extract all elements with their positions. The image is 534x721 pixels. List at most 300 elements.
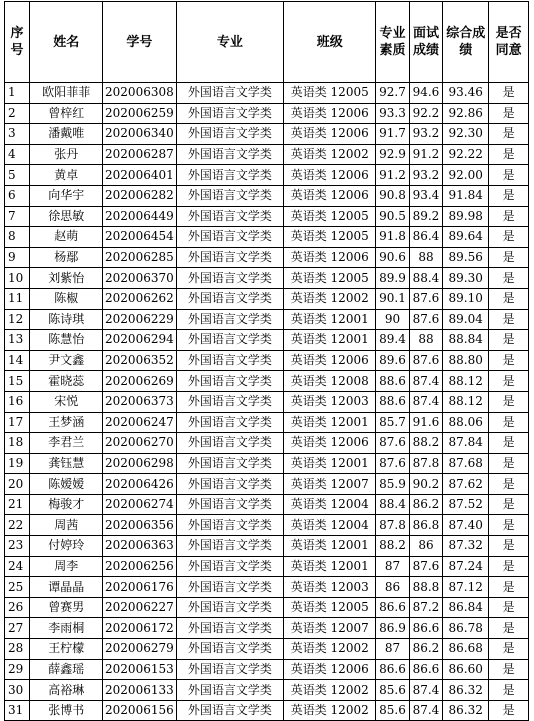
cell-major: 外国语言文学类 <box>176 165 284 186</box>
cell-class: 英语类 12002 <box>284 639 376 660</box>
cell-class: 英语类 12007 <box>284 474 376 495</box>
cell-index: 12 <box>5 309 30 330</box>
cell-quality: 85.7 <box>376 412 409 433</box>
cell-class: 英语类 12005 <box>284 597 376 618</box>
cell-major: 外国语言文学类 <box>176 639 284 660</box>
header-class: 班级 <box>284 2 376 83</box>
cell-interview: 87.6 <box>409 288 442 309</box>
cell-student-id: 202006279 <box>103 639 176 660</box>
cell-agree: 是 <box>489 330 529 351</box>
cell-composite: 89.30 <box>443 268 489 289</box>
cell-name: 刘紫怡 <box>30 268 103 289</box>
cell-name: 宋悦 <box>30 391 103 412</box>
cell-class: 英语类 12004 <box>284 494 376 515</box>
cell-class: 英语类 12001 <box>284 536 376 557</box>
cell-class: 英语类 12006 <box>284 124 376 145</box>
results-table <box>4 1 529 721</box>
cell-index: 26 <box>5 597 30 618</box>
cell-composite: 89.56 <box>443 247 489 268</box>
cell-index: 17 <box>5 412 30 433</box>
cell-quality: 93.3 <box>376 103 409 124</box>
cell-name: 周李 <box>30 556 103 577</box>
header-interview: 面试成绩 <box>409 2 442 83</box>
cell-agree: 是 <box>489 227 529 248</box>
cell-student-id: 202006229 <box>103 309 176 330</box>
header-name: 姓名 <box>30 2 103 83</box>
table-row <box>5 330 529 351</box>
cell-name: 潘戴唯 <box>30 124 103 145</box>
header-major: 专业 <box>176 2 284 83</box>
cell-major: 外国语言文学类 <box>176 144 284 165</box>
cell-major: 外国语言文学类 <box>176 309 284 330</box>
cell-class: 英语类 12004 <box>284 515 376 536</box>
cell-quality: 87.6 <box>376 453 409 474</box>
cell-composite: 91.84 <box>443 185 489 206</box>
cell-major: 外国语言文学类 <box>176 268 284 289</box>
cell-agree: 是 <box>489 165 529 186</box>
cell-index: 13 <box>5 330 30 351</box>
cell-composite: 86.78 <box>443 618 489 639</box>
table-row <box>5 165 529 186</box>
cell-major: 外国语言文学类 <box>176 474 284 495</box>
cell-name: 谭晶晶 <box>30 577 103 598</box>
cell-index: 14 <box>5 350 30 371</box>
table-row <box>5 515 529 536</box>
cell-composite: 86.32 <box>443 680 489 701</box>
cell-agree: 是 <box>489 350 529 371</box>
cell-class: 英语类 12002 <box>284 680 376 701</box>
table-row <box>5 474 529 495</box>
cell-index: 3 <box>5 124 30 145</box>
cell-agree: 是 <box>489 515 529 536</box>
cell-major: 外国语言文学类 <box>176 247 284 268</box>
cell-agree: 是 <box>489 371 529 392</box>
cell-composite: 88.80 <box>443 350 489 371</box>
cell-index: 22 <box>5 515 30 536</box>
header-index: 序号 <box>5 2 30 83</box>
table-row <box>5 577 529 598</box>
table-row <box>5 618 529 639</box>
cell-major: 外国语言文学类 <box>176 124 284 145</box>
cell-class: 英语类 12006 <box>284 433 376 454</box>
cell-agree: 是 <box>489 144 529 165</box>
cell-index: 19 <box>5 453 30 474</box>
cell-major: 外国语言文学类 <box>176 350 284 371</box>
cell-class: 英语类 12001 <box>284 412 376 433</box>
table-row <box>5 227 529 248</box>
cell-name: 薛鑫瑶 <box>30 659 103 680</box>
cell-index: 9 <box>5 247 30 268</box>
cell-composite: 88.12 <box>443 391 489 412</box>
cell-composite: 86.84 <box>443 597 489 618</box>
cell-agree: 是 <box>489 597 529 618</box>
table-row <box>5 144 529 165</box>
cell-agree: 是 <box>489 309 529 330</box>
cell-interview: 87.6 <box>409 309 442 330</box>
cell-agree: 是 <box>489 185 529 206</box>
cell-interview: 86.2 <box>409 639 442 660</box>
cell-interview: 89.2 <box>409 206 442 227</box>
cell-index: 23 <box>5 536 30 557</box>
table-row <box>5 371 529 392</box>
cell-major: 外国语言文学类 <box>176 700 284 721</box>
table-row <box>5 700 529 721</box>
cell-quality: 87 <box>376 556 409 577</box>
cell-agree: 是 <box>489 474 529 495</box>
cell-composite: 88.06 <box>443 412 489 433</box>
header-student-id: 学号 <box>103 2 176 83</box>
cell-student-id: 202006356 <box>103 515 176 536</box>
cell-name: 陈椒 <box>30 288 103 309</box>
cell-composite: 89.64 <box>443 227 489 248</box>
cell-interview: 87.4 <box>409 680 442 701</box>
cell-name: 曾梓红 <box>30 103 103 124</box>
cell-interview: 86.8 <box>409 515 442 536</box>
cell-class: 英语类 12001 <box>284 309 376 330</box>
cell-quality: 85.6 <box>376 700 409 721</box>
cell-index: 10 <box>5 268 30 289</box>
cell-major: 外国语言文学类 <box>176 288 284 309</box>
cell-student-id: 202006308 <box>103 83 176 104</box>
table-row <box>5 639 529 660</box>
cell-interview: 86.4 <box>409 227 442 248</box>
cell-class: 英语类 12006 <box>284 165 376 186</box>
cell-name: 陈慧怡 <box>30 330 103 351</box>
cell-class: 英语类 12003 <box>284 391 376 412</box>
cell-student-id: 202006256 <box>103 556 176 577</box>
cell-interview: 91.6 <box>409 412 442 433</box>
table-body <box>5 83 529 721</box>
cell-major: 外国语言文学类 <box>176 103 284 124</box>
cell-index: 5 <box>5 165 30 186</box>
cell-major: 外国语言文学类 <box>176 185 284 206</box>
cell-index: 30 <box>5 680 30 701</box>
cell-index: 8 <box>5 227 30 248</box>
cell-interview: 93.2 <box>409 165 442 186</box>
cell-interview: 87.4 <box>409 700 442 721</box>
cell-major: 外国语言文学类 <box>176 659 284 680</box>
cell-class: 英语类 12005 <box>284 83 376 104</box>
cell-index: 18 <box>5 433 30 454</box>
cell-interview: 88.8 <box>409 577 442 598</box>
cell-index: 29 <box>5 659 30 680</box>
cell-name: 曾赛男 <box>30 597 103 618</box>
cell-student-id: 202006282 <box>103 185 176 206</box>
cell-index: 11 <box>5 288 30 309</box>
cell-major: 外国语言文学类 <box>176 536 284 557</box>
cell-index: 31 <box>5 700 30 721</box>
cell-interview: 93.4 <box>409 185 442 206</box>
cell-agree: 是 <box>489 577 529 598</box>
cell-composite: 87.68 <box>443 453 489 474</box>
cell-class: 英语类 12001 <box>284 330 376 351</box>
cell-index: 15 <box>5 371 30 392</box>
cell-student-id: 202006285 <box>103 247 176 268</box>
cell-interview: 87.4 <box>409 371 442 392</box>
cell-student-id: 202006426 <box>103 474 176 495</box>
cell-composite: 87.40 <box>443 515 489 536</box>
cell-agree: 是 <box>489 433 529 454</box>
table-row <box>5 206 529 227</box>
cell-class: 英语类 12008 <box>284 371 376 392</box>
cell-agree: 是 <box>489 412 529 433</box>
cell-index: 16 <box>5 391 30 412</box>
cell-class: 英语类 12005 <box>284 227 376 248</box>
cell-name: 徐思敏 <box>30 206 103 227</box>
table-row <box>5 556 529 577</box>
cell-interview: 87.6 <box>409 556 442 577</box>
header-row <box>5 2 529 83</box>
cell-agree: 是 <box>489 618 529 639</box>
cell-index: 4 <box>5 144 30 165</box>
cell-composite: 87.62 <box>443 474 489 495</box>
cell-quality: 86.6 <box>376 659 409 680</box>
cell-quality: 86 <box>376 577 409 598</box>
cell-agree: 是 <box>489 268 529 289</box>
cell-major: 外国语言文学类 <box>176 453 284 474</box>
cell-agree: 是 <box>489 659 529 680</box>
cell-student-id: 202006363 <box>103 536 176 557</box>
cell-interview: 88.4 <box>409 268 442 289</box>
cell-major: 外国语言文学类 <box>176 556 284 577</box>
cell-quality: 88.6 <box>376 391 409 412</box>
cell-student-id: 202006298 <box>103 453 176 474</box>
cell-index: 20 <box>5 474 30 495</box>
cell-student-id: 202006294 <box>103 330 176 351</box>
cell-agree: 是 <box>489 103 529 124</box>
cell-agree: 是 <box>489 700 529 721</box>
cell-student-id: 202006449 <box>103 206 176 227</box>
cell-student-id: 202006156 <box>103 700 176 721</box>
cell-quality: 88.4 <box>376 494 409 515</box>
cell-class: 英语类 12007 <box>284 618 376 639</box>
cell-index: 6 <box>5 185 30 206</box>
cell-name: 梅骏才 <box>30 494 103 515</box>
table-row <box>5 350 529 371</box>
cell-student-id: 202006454 <box>103 227 176 248</box>
cell-interview: 87.2 <box>409 597 442 618</box>
table-row <box>5 391 529 412</box>
cell-class: 英语类 12002 <box>284 700 376 721</box>
header-agree: 是否同意 <box>489 2 529 83</box>
cell-quality: 90.6 <box>376 247 409 268</box>
cell-index: 24 <box>5 556 30 577</box>
cell-name: 周茜 <box>30 515 103 536</box>
table-row <box>5 453 529 474</box>
cell-class: 英语类 12002 <box>284 288 376 309</box>
cell-name: 向华宇 <box>30 185 103 206</box>
cell-interview: 86.6 <box>409 659 442 680</box>
cell-class: 英语类 12006 <box>284 350 376 371</box>
cell-composite: 88.84 <box>443 330 489 351</box>
cell-name: 张博书 <box>30 700 103 721</box>
cell-quality: 90 <box>376 309 409 330</box>
cell-class: 英语类 12006 <box>284 103 376 124</box>
cell-name: 霍晓蕊 <box>30 371 103 392</box>
cell-interview: 88 <box>409 247 442 268</box>
cell-name: 龚钰慧 <box>30 453 103 474</box>
cell-student-id: 202006373 <box>103 391 176 412</box>
cell-name: 张丹 <box>30 144 103 165</box>
cell-class: 英语类 12005 <box>284 268 376 289</box>
table-row <box>5 83 529 104</box>
cell-major: 外国语言文学类 <box>176 371 284 392</box>
table-row <box>5 536 529 557</box>
cell-major: 外国语言文学类 <box>176 433 284 454</box>
cell-index: 28 <box>5 639 30 660</box>
cell-quality: 90.5 <box>376 206 409 227</box>
cell-quality: 89.4 <box>376 330 409 351</box>
cell-quality: 86.9 <box>376 618 409 639</box>
cell-index: 25 <box>5 577 30 598</box>
table-row <box>5 412 529 433</box>
cell-index: 7 <box>5 206 30 227</box>
cell-student-id: 202006133 <box>103 680 176 701</box>
cell-quality: 91.7 <box>376 124 409 145</box>
cell-major: 外国语言文学类 <box>176 494 284 515</box>
table-row <box>5 247 529 268</box>
cell-name: 陈诗琪 <box>30 309 103 330</box>
cell-composite: 86.60 <box>443 659 489 680</box>
cell-composite: 87.32 <box>443 536 489 557</box>
header-quality: 专业素质 <box>376 2 409 83</box>
cell-agree: 是 <box>489 494 529 515</box>
table-row <box>5 185 529 206</box>
cell-interview: 86.2 <box>409 494 442 515</box>
cell-student-id: 202006269 <box>103 371 176 392</box>
cell-index: 2 <box>5 103 30 124</box>
cell-name: 杨鄢 <box>30 247 103 268</box>
cell-major: 外国语言文学类 <box>176 680 284 701</box>
cell-quality: 91.8 <box>376 227 409 248</box>
cell-quality: 85.6 <box>376 680 409 701</box>
cell-quality: 92.7 <box>376 83 409 104</box>
cell-student-id: 202006176 <box>103 577 176 598</box>
cell-composite: 87.12 <box>443 577 489 598</box>
cell-composite: 87.52 <box>443 494 489 515</box>
cell-composite: 92.22 <box>443 144 489 165</box>
cell-interview: 87.4 <box>409 391 442 412</box>
cell-class: 英语类 12001 <box>284 556 376 577</box>
table-row <box>5 288 529 309</box>
cell-name: 黄卓 <box>30 165 103 186</box>
cell-major: 外国语言文学类 <box>176 227 284 248</box>
cell-class: 英语类 12005 <box>284 206 376 227</box>
cell-interview: 86.6 <box>409 618 442 639</box>
cell-interview: 92.2 <box>409 103 442 124</box>
cell-major: 外国语言文学类 <box>176 391 284 412</box>
cell-class: 英语类 12003 <box>284 577 376 598</box>
cell-class: 英语类 12006 <box>284 185 376 206</box>
cell-quality: 87.8 <box>376 515 409 536</box>
cell-interview: 88 <box>409 330 442 351</box>
cell-agree: 是 <box>489 83 529 104</box>
cell-index: 21 <box>5 494 30 515</box>
cell-name: 陈嫒嫒 <box>30 474 103 495</box>
cell-name: 赵萌 <box>30 227 103 248</box>
cell-name: 王柠檬 <box>30 639 103 660</box>
cell-agree: 是 <box>489 391 529 412</box>
cell-interview: 88.2 <box>409 433 442 454</box>
cell-class: 英语类 12001 <box>284 453 376 474</box>
cell-quality: 85.9 <box>376 474 409 495</box>
cell-agree: 是 <box>489 680 529 701</box>
cell-major: 外国语言文学类 <box>176 83 284 104</box>
cell-class: 英语类 12002 <box>284 144 376 165</box>
cell-composite: 92.00 <box>443 165 489 186</box>
cell-name: 欧阳菲菲 <box>30 83 103 104</box>
cell-agree: 是 <box>489 453 529 474</box>
cell-student-id: 202006274 <box>103 494 176 515</box>
cell-quality: 87.6 <box>376 433 409 454</box>
table-row <box>5 103 529 124</box>
cell-agree: 是 <box>489 639 529 660</box>
cell-composite: 93.46 <box>443 83 489 104</box>
cell-name: 王梦涵 <box>30 412 103 433</box>
cell-student-id: 202006352 <box>103 350 176 371</box>
cell-student-id: 202006270 <box>103 433 176 454</box>
cell-quality: 88.2 <box>376 536 409 557</box>
table-row <box>5 309 529 330</box>
cell-quality: 89.9 <box>376 268 409 289</box>
cell-name: 尹文鑫 <box>30 350 103 371</box>
cell-composite: 86.32 <box>443 700 489 721</box>
cell-agree: 是 <box>489 247 529 268</box>
cell-student-id: 202006401 <box>103 165 176 186</box>
cell-student-id: 202006247 <box>103 412 176 433</box>
cell-composite: 89.04 <box>443 309 489 330</box>
table-row <box>5 433 529 454</box>
cell-agree: 是 <box>489 288 529 309</box>
table-row <box>5 124 529 145</box>
cell-quality: 91.2 <box>376 165 409 186</box>
cell-student-id: 202006370 <box>103 268 176 289</box>
cell-composite: 88.12 <box>443 371 489 392</box>
cell-student-id: 202006172 <box>103 618 176 639</box>
cell-quality: 89.6 <box>376 350 409 371</box>
cell-student-id: 202006259 <box>103 103 176 124</box>
cell-interview: 91.2 <box>409 144 442 165</box>
cell-quality: 90.1 <box>376 288 409 309</box>
cell-student-id: 202006153 <box>103 659 176 680</box>
table-row <box>5 268 529 289</box>
cell-composite: 92.86 <box>443 103 489 124</box>
cell-class: 英语类 12006 <box>284 247 376 268</box>
cell-agree: 是 <box>489 206 529 227</box>
cell-agree: 是 <box>489 124 529 145</box>
cell-interview: 90.2 <box>409 474 442 495</box>
cell-major: 外国语言文学类 <box>176 206 284 227</box>
cell-quality: 92.9 <box>376 144 409 165</box>
cell-major: 外国语言文学类 <box>176 618 284 639</box>
cell-major: 外国语言文学类 <box>176 412 284 433</box>
cell-major: 外国语言文学类 <box>176 515 284 536</box>
cell-major: 外国语言文学类 <box>176 330 284 351</box>
cell-composite: 87.84 <box>443 433 489 454</box>
cell-quality: 87 <box>376 639 409 660</box>
cell-interview: 93.2 <box>409 124 442 145</box>
cell-student-id: 202006227 <box>103 597 176 618</box>
cell-student-id: 202006262 <box>103 288 176 309</box>
cell-student-id: 202006287 <box>103 144 176 165</box>
table-row <box>5 659 529 680</box>
cell-quality: 88.6 <box>376 371 409 392</box>
cell-name: 李雨桐 <box>30 618 103 639</box>
cell-quality: 86.6 <box>376 597 409 618</box>
cell-composite: 86.68 <box>443 639 489 660</box>
cell-interview: 87.6 <box>409 350 442 371</box>
cell-agree: 是 <box>489 536 529 557</box>
